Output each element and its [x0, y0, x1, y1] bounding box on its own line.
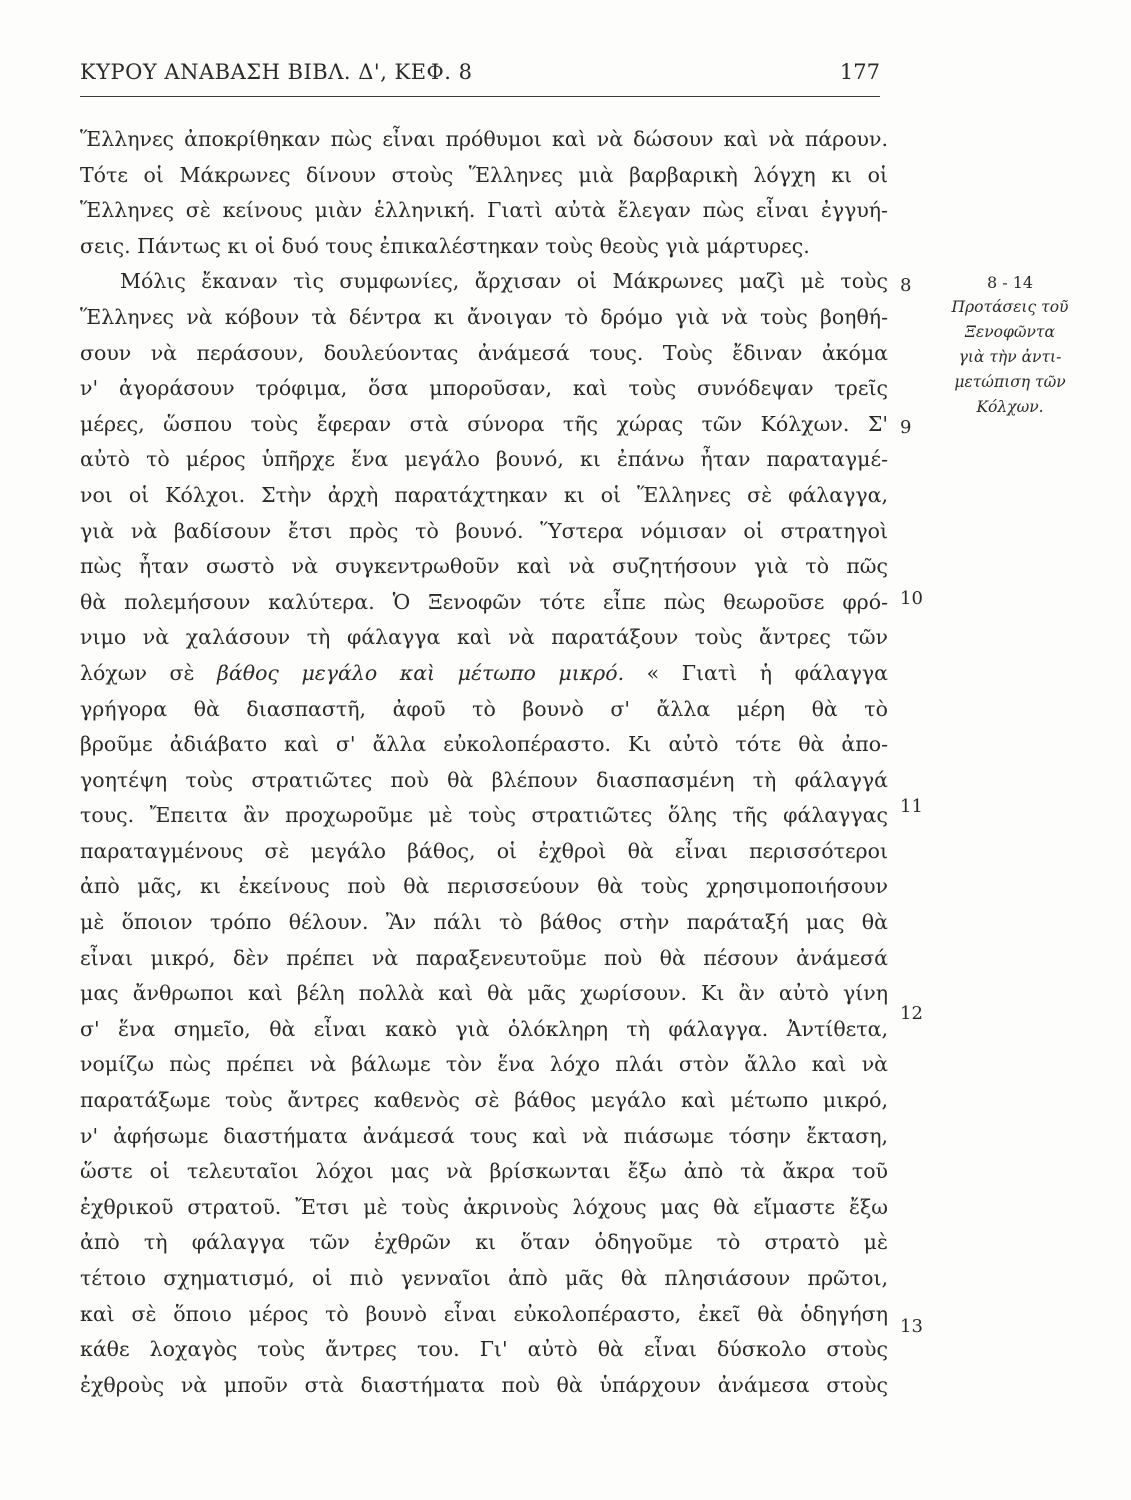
margin-note-range: 8 - 14: [986, 273, 1034, 292]
text-line: γοητέψη τοὺς στρατιῶτες ποὺ θὰ βλέπουν διασπασμένη τὴ φάλαγγά: [80, 767, 888, 792]
text-line: Μόλις ἔκαναν τὶς συμφωνίες, ἄρχισαν οἱ Μάκρωνες μαζὶ μὲ τοὺς: [120, 269, 888, 294]
paragraph-number: 11: [900, 796, 923, 817]
text-line: βροῦμε ἀδιάβατο καὶ σ' ἄλλα εὐκολοπέραστο. Κι αὐτὸ τότε θὰ ἀπο-: [80, 732, 888, 757]
italic-phrase: βάθος μεγάλο καὶ μέτωπο μικρό.: [217, 660, 625, 685]
text-line: ἐχθρικοῦ στρατοῦ. Ἔτσι μὲ τοὺς ἀκρινοὺς λόχους μας θὰ εἴμαστε ἔξω: [80, 1194, 888, 1219]
text-line: νοι οἱ Κόλχοι. Στὴν ἀρχὴ παρατάχτηκαν κι οἱ Ἕλληνες σὲ φάλαγγα,: [80, 482, 888, 507]
text-line: γρήγορα θὰ διασπαστῆ, ἀφοῦ τὸ βουνὸ σ' ἄλλα μέρη θὰ τὸ: [80, 696, 888, 721]
margin-note-line: Προτάσεις τοῦ: [951, 298, 1069, 316]
text-line: μας ἄνθρωποι καὶ βέλη πολλὰ καὶ θὰ μᾶς χωρίσουν. Κι ἂν αὐτὸ γίνη: [80, 981, 888, 1006]
header-rule: [80, 96, 880, 97]
text-line: γιὰ νὰ βαδίσουν ἔτσι πρὸς τὸ βουνό. Ὕστερα νόμισαν οἱ στρατηγοὶ: [80, 518, 888, 543]
text-line: Ἕλληνες νὰ κόβουν τὰ δέντρα κι ἄνοιγαν τὸ δρόμο γιὰ νὰ τοὺς βοηθή-: [80, 304, 888, 329]
margin-note-line: Ξενοφῶντα: [965, 323, 1055, 341]
text-line: Ἕλληνες σὲ κείνους μιὰν ἑλληνική. Γιατὶ αὐτὰ ἔλεγαν πὼς εἶναι ἐγγυή-: [80, 198, 888, 223]
margin-note-line: μετώπιση τῶν: [954, 373, 1066, 391]
text-line: παραταγμένους σὲ μεγάλο βάθος, οἱ ἐχθροὶ θὰ εἶναι περισσότεροι: [80, 838, 888, 863]
text-line: καὶ σὲ ὅποιο μέρος τὸ βουνὸ εἶναι εὐκολοπέραστο, ἐκεῖ θὰ ὁδηγήση: [80, 1301, 888, 1326]
text-line: νομίζω πὼς πρέπει νὰ βάλωμε τὸν ἕνα λόχο πλάι στὸν ἄλλο καὶ νὰ: [80, 1052, 888, 1077]
page-number: 177: [839, 60, 880, 84]
text-line: τους. Ἔπειτα ἂν προχωροῦμε μὲ τοὺς στρατιῶτες ὅλης τῆς φάλαγγας: [80, 803, 888, 828]
text-line: μέρες, ὥσπου τοὺς ἔφεραν στὰ σύνορα τῆς χώρας τῶν Κόλχων. Σ': [80, 411, 888, 436]
text-line-emphasis: [80, 656, 888, 692]
text-line: ν' ἀφήσωμε διαστήματα ἀνάμεσά τους καὶ νὰ πιάσωμε τόσην ἔκταση,: [80, 1123, 888, 1148]
page-header: [80, 60, 880, 90]
paragraph-number: 13: [900, 1316, 923, 1337]
margin-note-line: Κόλχων.: [976, 398, 1044, 416]
text-line: σεις. Πάντως κι οἱ δυό τους ἐπικαλέστηκαν τοὺς θεοὺς γιὰ μάρτυρες.: [80, 233, 810, 258]
text-line: μὲ ὅποιον τρόπο θέλουν. Ἂν πάλι τὸ βάθος στὴν παράταξή μας θὰ: [80, 910, 888, 935]
text-line: ὥστε οἱ τελευταῖοι λόχοι μας νὰ βρίσκωνται ἔξω ἀπὸ τὰ ἄκρα τοῦ: [80, 1159, 888, 1184]
paragraph-number: 10: [900, 588, 923, 609]
text-fragment: λόχων σὲ: [80, 660, 195, 685]
paragraph-number: 8: [900, 275, 912, 296]
text-line: ἐχθροὺς νὰ μποῦν στὰ διαστήματα ποὺ θὰ ὑπάρχουν ἀνάμεσα στοὺς: [80, 1372, 888, 1397]
text-line: σουν νὰ περάσουν, δουλεύοντας ἀνάμεσά τους. Τοὺς ἔδιναν ἀκόμα: [80, 340, 888, 365]
margin-note-line: γιὰ τὴν ἀντι-: [958, 348, 1062, 366]
text-line: αὐτὸ τὸ μέρος ὑπῆρχε ἕνα μεγάλο βουνό, κι ἐπάνω ἦταν παραταγμέ-: [80, 447, 888, 472]
text-line: Τότε οἱ Μάκρωνες δίνουν στοὺς Ἕλληνες μιὰ βαρβαρικὴ λόγχη κι οἱ: [80, 162, 888, 187]
text-line: παρατάξωμε τοὺς ἄντρες καθενὸς σὲ βάθος μεγάλο καὶ μέτωπο μικρό,: [80, 1088, 888, 1113]
text-fragment: « Γιατὶ ἡ φάλαγγα: [646, 660, 888, 685]
text-line: τέτοιο σχηματισμό, οἱ πιὸ γενναῖοι ἀπὸ μᾶς θὰ πλησιάσουν πρῶτοι,: [80, 1266, 888, 1290]
running-title: ΚΥΡΟΥ ΑΝΑΒΑΣΗ ΒΙΒΛ. Δ', ΚΕΦ. 8: [80, 60, 473, 84]
text-line: ἀπὸ τὴ φάλαγγα τῶν ἐχθρῶν κι ὅταν ὁδηγοῦμε τὸ στρατὸ μὲ: [80, 1230, 888, 1255]
main-text: [80, 122, 888, 1403]
text-line: σ' ἕνα σημεῖο, θὰ εἶναι κακὸ γιὰ ὁλόκληρη τὴ φάλαγγα. Ἀντίθετα,: [80, 1016, 888, 1041]
text-line: Ἕλληνες ἀποκρίθηκαν πὼς εἶναι πρόθυμοι καὶ νὰ δώσουν καὶ νὰ πάρουν.: [80, 127, 888, 151]
text-line: θὰ πολεμήσουν καλύτερα. Ὁ Ξενοφῶν τότε εἶπε πὼς θεωροῦσε φρό-: [80, 589, 888, 614]
text-line: κάθε λοχαγὸς τοὺς ἄντρες του. Γι' αὐτὸ θὰ εἶναι δύσκολο στοὺς: [80, 1337, 888, 1362]
text-line: νιμο νὰ χαλάσουν τὴ φάλαγγα καὶ νὰ παρατάξουν τοὺς ἄντρες τῶν: [80, 625, 888, 650]
paragraph-number: 12: [900, 1003, 923, 1024]
margin-note: [930, 270, 1090, 420]
text-line: ν' ἀγοράσουν τρόφιμα, ὅσα μποροῦσαν, καὶ τοὺς συνόδεψαν τρεῖς: [80, 376, 888, 401]
paragraph-number: 9: [900, 417, 912, 438]
text-line: πὼς ἦταν σωστὸ νὰ συγκεντρωθοῦν καὶ νὰ συζητήσουν γιὰ τὸ πῶς: [80, 554, 888, 579]
text-line: εἶναι μικρό, δὲν πρέπει νὰ παραξενευτοῦμε ποὺ θὰ πέσουν ἀνάμεσά: [80, 945, 888, 970]
text-line: ἀπὸ μᾶς, κι ἐκείνους ποὺ θὰ περισσεύουν θὰ τοὺς χρησιμοποιήσουν: [80, 874, 888, 899]
